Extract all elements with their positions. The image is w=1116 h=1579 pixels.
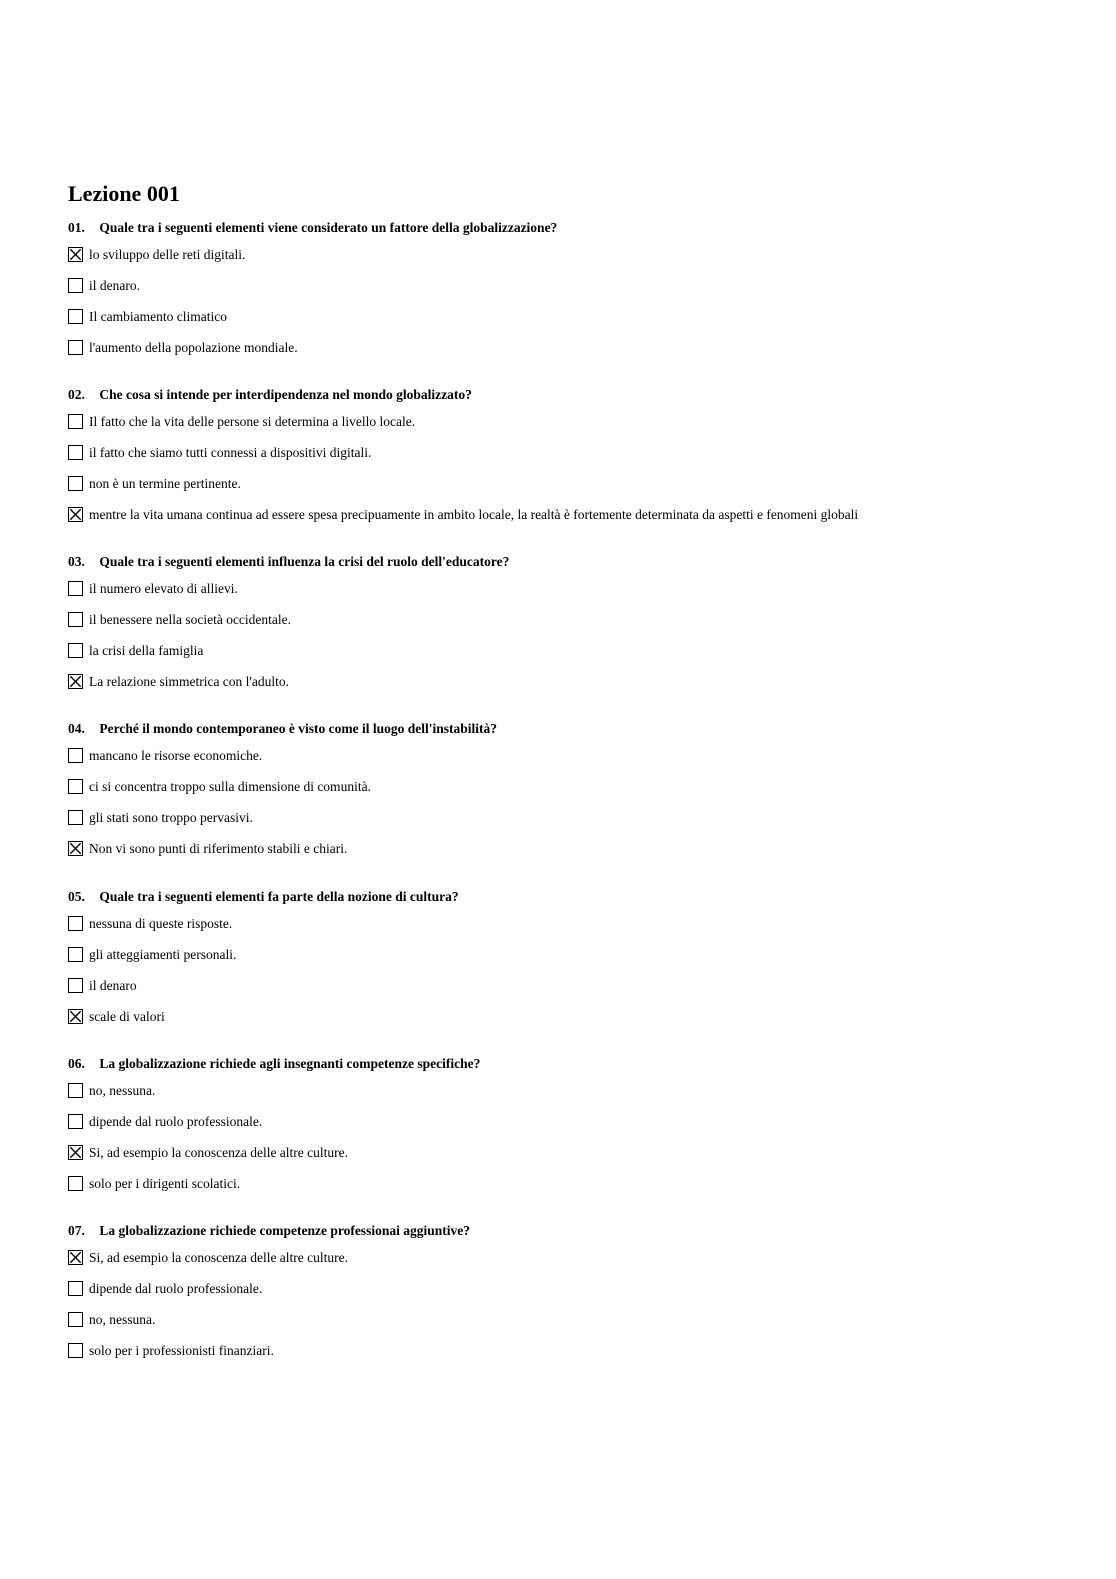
checked-checkbox-icon[interactable]	[68, 507, 83, 522]
answer-option[interactable]	[68, 779, 1088, 810]
cross-mark-icon	[69, 675, 82, 688]
answer-option[interactable]	[68, 581, 1088, 612]
question-number: 01.	[68, 220, 85, 235]
answer-label: Si, ad esempio la conoscenza delle altre culture.	[89, 1145, 349, 1160]
answer-label: Non vi sono punti di riferimento stabili e chiari.	[89, 841, 348, 856]
question-number: 05.	[68, 889, 85, 904]
answer-option[interactable]	[68, 841, 1088, 872]
answer-list	[68, 1083, 1088, 1207]
answer-label: gli atteggiamenti personali.	[89, 947, 237, 962]
answer-option[interactable]	[68, 1114, 1088, 1145]
empty-checkbox-icon[interactable]	[68, 1176, 83, 1191]
answer-label: Il fatto che la vita delle persone si determina a livello locale.	[89, 414, 416, 429]
empty-checkbox-icon[interactable]	[68, 748, 83, 763]
answer-list	[68, 1250, 1088, 1374]
empty-checkbox-icon[interactable]	[68, 916, 83, 931]
empty-checkbox-icon[interactable]	[68, 612, 83, 627]
answer-option[interactable]	[68, 810, 1088, 841]
answer-option[interactable]	[68, 1083, 1088, 1114]
answer-list	[68, 414, 1088, 538]
cross-mark-icon	[69, 508, 82, 521]
cross-mark-icon	[69, 1010, 82, 1023]
question-label: Quale tra i seguenti elementi influenza la crisi del ruolo dell'educatore?	[99, 554, 510, 569]
answer-option[interactable]	[68, 643, 1088, 674]
answer-label: mentre la vita umana continua ad essere spesa precipuamente in ambito locale, la realtà è fortemente determinata da aspetti e fenomeni globali	[89, 507, 859, 522]
checked-checkbox-icon[interactable]	[68, 1009, 83, 1024]
question-text	[68, 1221, 1088, 1241]
empty-checkbox-icon[interactable]	[68, 445, 83, 460]
question-number: 06.	[68, 1056, 85, 1071]
answer-label: no, nessuna.	[89, 1083, 156, 1098]
empty-checkbox-icon[interactable]	[68, 1083, 83, 1098]
question-label: Quale tra i seguenti elementi fa parte della nozione di cultura?	[99, 889, 459, 904]
empty-checkbox-icon[interactable]	[68, 1114, 83, 1129]
empty-checkbox-icon[interactable]	[68, 947, 83, 962]
answer-list	[68, 247, 1088, 371]
answer-option[interactable]	[68, 278, 1088, 309]
answer-label: l'aumento della popolazione mondiale.	[89, 340, 298, 355]
question-text	[68, 887, 1088, 907]
answer-label: il fatto che siamo tutti connessi a dispositivi digitali.	[89, 445, 372, 460]
answer-option[interactable]	[68, 1176, 1088, 1207]
answer-label: il denaro	[89, 978, 137, 993]
checked-checkbox-icon[interactable]	[68, 247, 83, 262]
cross-mark-icon	[69, 1251, 82, 1264]
answer-option[interactable]	[68, 340, 1088, 371]
empty-checkbox-icon[interactable]	[68, 309, 83, 324]
answer-list	[68, 581, 1088, 705]
empty-checkbox-icon[interactable]	[68, 414, 83, 429]
empty-checkbox-icon[interactable]	[68, 581, 83, 596]
question-block	[68, 552, 1088, 705]
question-block	[68, 719, 1088, 872]
answer-label: mancano le risorse economiche.	[89, 748, 263, 763]
answer-label: ci si concentra troppo sulla dimensione di comunità.	[89, 779, 371, 794]
answer-label: dipende dal ruolo professionale.	[89, 1281, 263, 1296]
answer-option[interactable]	[68, 414, 1088, 445]
checked-checkbox-icon[interactable]	[68, 841, 83, 856]
question-label: La globalizzazione richiede competenze professionai aggiuntive?	[99, 1223, 470, 1238]
cross-mark-icon	[69, 1146, 82, 1159]
answer-label: nessuna di queste risposte.	[89, 916, 233, 931]
answer-label: solo per i dirigenti scolatici.	[89, 1176, 241, 1191]
question-number: 07.	[68, 1223, 85, 1238]
cross-mark-icon	[69, 248, 82, 261]
question-label: Perché il mondo contemporaneo è visto come il luogo dell'instabilità?	[99, 721, 497, 736]
checked-checkbox-icon[interactable]	[68, 674, 83, 689]
question-block	[68, 887, 1088, 1040]
question-text	[68, 385, 1088, 405]
answer-label: no, nessuna.	[89, 1312, 156, 1327]
answer-label: La relazione simmetrica con l'adulto.	[89, 674, 289, 689]
answer-label: il numero elevato di allievi.	[89, 581, 238, 596]
answer-option[interactable]	[68, 247, 1088, 278]
question-block	[68, 1054, 1088, 1207]
answer-label: il denaro.	[89, 278, 140, 293]
page-title: Lezione 001	[68, 181, 180, 206]
question-text	[68, 719, 1088, 739]
question-number: 03.	[68, 554, 85, 569]
question-label: La globalizzazione richiede agli insegnanti competenze specifiche?	[99, 1056, 481, 1071]
question-block	[68, 1221, 1088, 1374]
question-text	[68, 552, 1088, 572]
answer-option[interactable]	[68, 476, 1088, 507]
answer-option[interactable]	[68, 612, 1088, 643]
answer-option[interactable]	[68, 1343, 1088, 1374]
question-text	[68, 1054, 1088, 1074]
answer-option[interactable]	[68, 978, 1088, 1009]
answer-list	[68, 748, 1088, 872]
empty-checkbox-icon[interactable]	[68, 810, 83, 825]
answer-option[interactable]	[68, 748, 1088, 779]
empty-checkbox-icon[interactable]	[68, 278, 83, 293]
question-number: 02.	[68, 387, 85, 402]
empty-checkbox-icon[interactable]	[68, 1281, 83, 1296]
answer-option[interactable]	[68, 916, 1088, 947]
answer-label: dipende dal ruolo professionale.	[89, 1114, 263, 1129]
empty-checkbox-icon[interactable]	[68, 340, 83, 355]
empty-checkbox-icon[interactable]	[68, 779, 83, 794]
answer-label: il benessere nella società occidentale.	[89, 612, 292, 627]
answer-label: Si, ad esempio la conoscenza delle altre culture.	[89, 1250, 349, 1265]
answer-label: non è un termine pertinente.	[89, 476, 241, 491]
answer-option[interactable]	[68, 309, 1088, 340]
checked-checkbox-icon[interactable]	[68, 1145, 83, 1160]
question-block	[68, 385, 1088, 538]
answer-option[interactable]	[68, 1281, 1088, 1312]
answer-label: Il cambiamento climatico	[89, 309, 227, 324]
answer-option[interactable]	[68, 445, 1088, 476]
empty-checkbox-icon[interactable]	[68, 643, 83, 658]
answer-option[interactable]	[68, 1250, 1088, 1281]
answer-label: lo sviluppo delle reti digitali.	[89, 247, 246, 262]
answer-option[interactable]	[68, 1312, 1088, 1343]
empty-checkbox-icon[interactable]	[68, 476, 83, 491]
question-label: Quale tra i seguenti elementi viene considerato un fattore della globalizzazione?	[99, 220, 558, 235]
cross-mark-icon	[69, 842, 82, 855]
answer-label: la crisi della famiglia	[89, 643, 204, 658]
question-text	[68, 218, 1088, 238]
answer-option[interactable]	[68, 947, 1088, 978]
answer-option[interactable]	[68, 1145, 1088, 1176]
answer-label: scale di valori	[89, 1009, 165, 1024]
empty-checkbox-icon[interactable]	[68, 978, 83, 993]
answer-option[interactable]	[68, 1009, 1088, 1040]
question-block	[68, 218, 1088, 371]
answer-label: solo per i professionisti finanziari.	[89, 1343, 274, 1358]
answer-option[interactable]	[68, 507, 1088, 538]
answer-option[interactable]	[68, 674, 1088, 705]
empty-checkbox-icon[interactable]	[68, 1312, 83, 1327]
answer-list	[68, 916, 1088, 1040]
checked-checkbox-icon[interactable]	[68, 1250, 83, 1265]
question-label: Che cosa si intende per interdipendenza nel mondo globalizzato?	[99, 387, 472, 402]
question-number: 04.	[68, 721, 85, 736]
answer-label: gli stati sono troppo pervasivi.	[89, 810, 253, 825]
empty-checkbox-icon[interactable]	[68, 1343, 83, 1358]
